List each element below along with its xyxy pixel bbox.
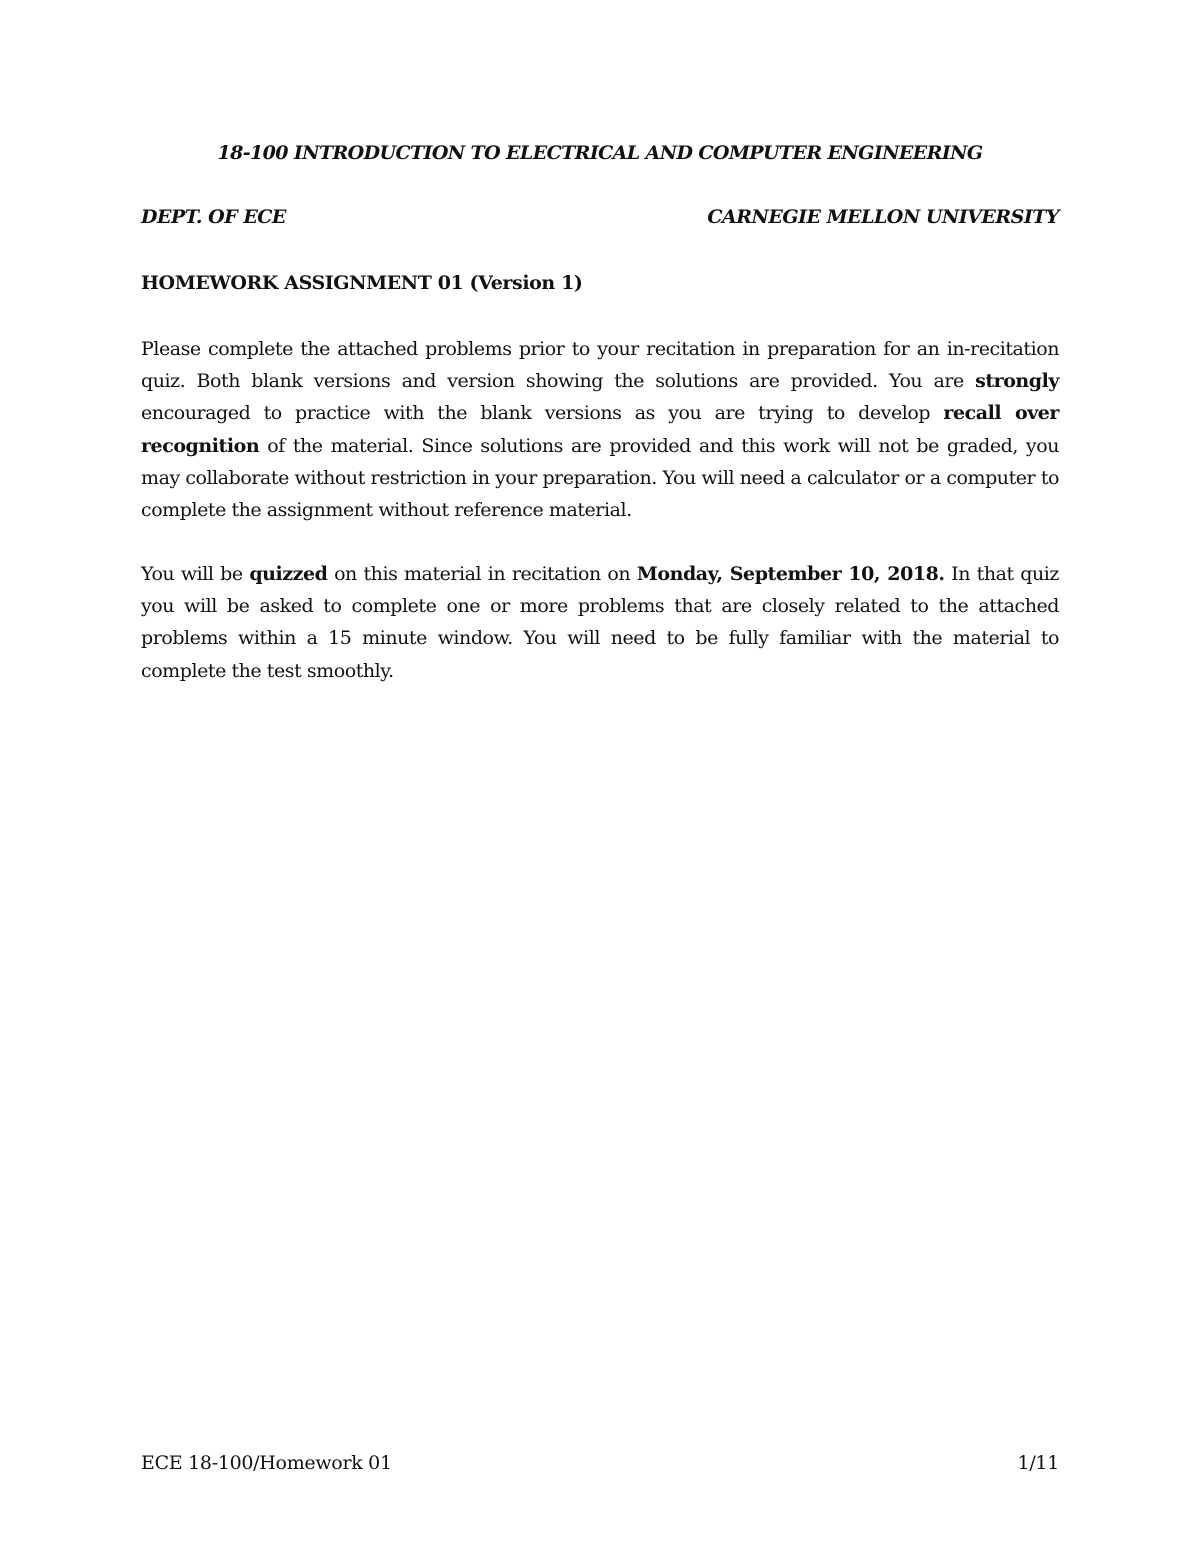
quiz-date: Monday, September 10, 2018.: [636, 563, 945, 585]
university-label: CARNEGIE MELLON UNIVERSITY: [707, 206, 1059, 228]
paragraph-text: You will be: [141, 563, 250, 585]
paragraph-text: encouraged to practice with the blank versions as you are trying to develop: [141, 402, 944, 425]
emphasis-strongly: strongly: [975, 370, 1059, 393]
page-footer: [141, 1452, 1059, 1482]
emphasis-recall: recall over recognition: [141, 402, 1059, 457]
department-label: DEPT. OF ECE: [141, 206, 286, 228]
instructions-paragraph: [141, 333, 1059, 526]
course-title: 18-100 INTRODUCTION TO ELECTRICAL AND COMPUTER ENGINEERING: [217, 142, 983, 164]
footer-course-label: ECE 18-100/Homework 01: [141, 1452, 392, 1474]
header-row: [141, 206, 1059, 234]
page-number: 1/11: [1017, 1452, 1059, 1474]
paragraph-text: In that quiz you will be asked to complete one or more problems that are closely related to the attached problems within a 15 minute window. You will need to be fully familiar with the material to complete the test smoothly.: [141, 563, 1059, 682]
paragraph-text: on this material in recitation on: [327, 563, 637, 585]
paragraph-text: Please complete the attached problems prior to your recitation in preparation for an in-recitation quiz. Both blank versions and version showing the solutions are provided. You are: [141, 338, 1059, 393]
paragraph-text: of the material. Since solutions are provided and this work will not be graded, you may collaborate without restriction in your preparation. You will need a calculator or a computer to complete the assignment without reference material.: [141, 434, 1059, 522]
emphasis-quizzed: quizzed: [249, 563, 328, 585]
quiz-paragraph: [141, 558, 1059, 687]
assignment-heading: HOMEWORK ASSIGNMENT 01 (Version 1): [141, 272, 583, 294]
